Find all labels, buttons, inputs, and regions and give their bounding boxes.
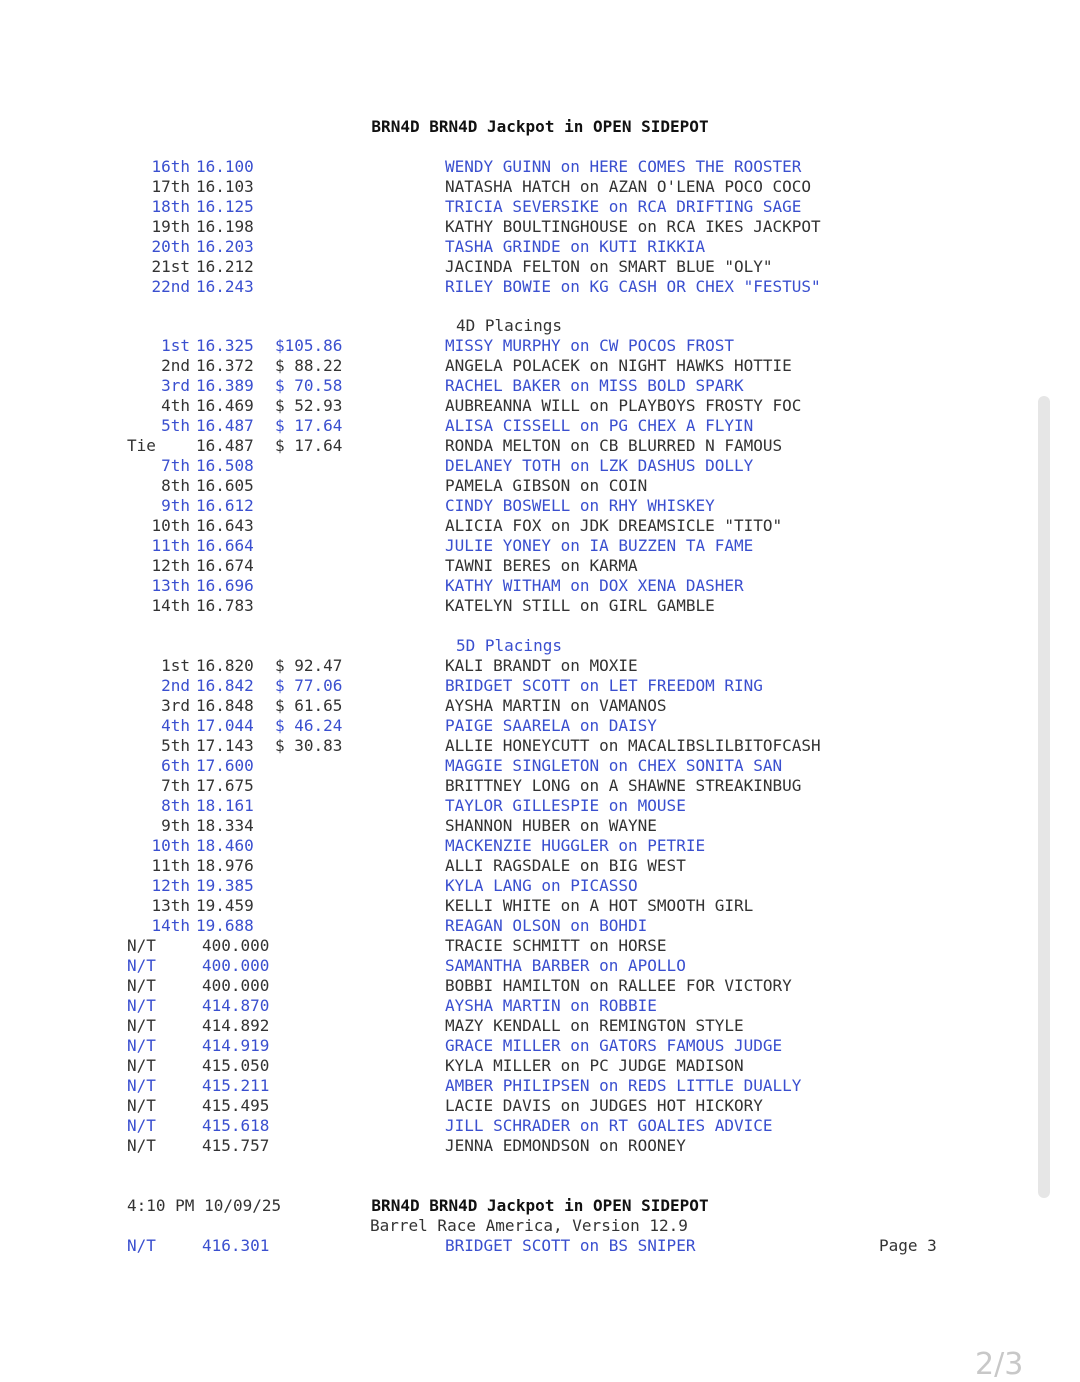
result-rider-horse: JILL SCHRADER on RT GOALIES ADVICE (445, 1116, 773, 1135)
footer-software: Barrel Race America, Version 12.9 (370, 1216, 688, 1235)
result-row (0, 696, 1080, 716)
result-row (0, 736, 1080, 756)
result-place: 17th (151, 177, 190, 196)
result-payout: $ 30.83 (275, 736, 343, 755)
result-place: 14th (151, 596, 190, 615)
result-rider-horse: AYSHA MARTIN on ROBBIE (445, 996, 657, 1015)
result-row (0, 496, 1080, 516)
result-row (0, 676, 1080, 696)
result-place: 4th (161, 396, 190, 415)
result-rider-horse: KYLA LANG on PICASSO (445, 876, 638, 895)
result-rider-horse: CINDY BOSWELL on RHY WHISKEY (445, 496, 715, 515)
result-row (0, 896, 1080, 916)
result-rider-horse: TAWNI BERES on KARMA (445, 556, 638, 575)
result-place: 9th (161, 816, 190, 835)
result-time: 16.696 (196, 576, 254, 595)
result-time: 18.334 (196, 816, 254, 835)
result-place: 19th (151, 217, 190, 236)
result-rider-horse: KELLI WHITE on A HOT SMOOTH GIRL (445, 896, 754, 915)
result-payout: $ 88.22 (275, 356, 343, 375)
result-rider-horse: BRITTNEY LONG on A SHAWNE STREAKINBUG (445, 776, 802, 795)
result-row (0, 516, 1080, 536)
result-place: 10th (151, 516, 190, 535)
result-row (0, 456, 1080, 476)
result-time: 18.460 (196, 836, 254, 855)
result-rider-horse: BRIDGET SCOTT on BS SNIPER (445, 1236, 696, 1255)
result-place: 10th (151, 836, 190, 855)
result-row (0, 1136, 1080, 1156)
result-time: 16.664 (196, 536, 254, 555)
result-time: 17.600 (196, 756, 254, 775)
result-row (0, 936, 1080, 956)
result-time: 400.000 (202, 976, 270, 995)
result-row (0, 756, 1080, 776)
result-rider-horse: BRIDGET SCOTT on LET FREEDOM RING (445, 676, 763, 695)
result-time: 18.976 (196, 856, 254, 875)
result-row (0, 1236, 1080, 1256)
result-rider-horse: JACINDA FELTON on SMART BLUE "OLY" (445, 257, 773, 276)
result-row (0, 336, 1080, 356)
result-place: 18th (151, 197, 190, 216)
result-row (0, 796, 1080, 816)
result-row (0, 237, 1080, 257)
result-rider-horse: TRICIA SEVERSIKE on RCA DRIFTING SAGE (445, 197, 802, 216)
result-row (0, 157, 1080, 177)
result-status: N/T (127, 956, 156, 975)
result-place: 6th (161, 756, 190, 775)
result-time: 16.469 (196, 396, 254, 415)
result-rider-horse: REAGAN OLSON on BOHDI (445, 916, 648, 935)
result-place: 9th (161, 496, 190, 515)
result-place: 14th (151, 916, 190, 935)
result-time: 16.508 (196, 456, 254, 475)
result-time: 16.848 (196, 696, 254, 715)
result-rider-horse: TASHA GRINDE on KUTI RIKKIA (445, 237, 706, 256)
result-status: N/T (127, 1096, 156, 1115)
result-row (0, 217, 1080, 237)
result-rider-horse: ALICIA FOX on JDK DREAMSICLE "TITO" (445, 516, 783, 535)
footer-page-number: Page 3 (879, 1236, 937, 1255)
result-time: 16.487 (196, 436, 254, 455)
result-time: 16.372 (196, 356, 254, 375)
footer-datetime: 4:10 PM 10/09/25 (127, 1196, 282, 1215)
result-rider-horse: LACIE DAVIS on JUDGES HOT HICKORY (445, 1096, 763, 1115)
result-place: 16th (151, 157, 190, 176)
result-row (0, 816, 1080, 836)
result-place: 7th (161, 776, 190, 795)
result-rider-horse: TRACIE SCHMITT on HORSE (445, 936, 667, 955)
result-time: 16.198 (196, 217, 254, 236)
result-rider-horse: PAIGE SAARELA on DAISY (445, 716, 657, 735)
result-time: 16.643 (196, 516, 254, 535)
result-rider-horse: KATHY WITHAM on DOX XENA DASHER (445, 576, 744, 595)
result-rider-horse: DELANEY TOTH on LZK DASHUS DOLLY (445, 456, 754, 475)
result-status: N/T (127, 1016, 156, 1035)
result-time: 17.675 (196, 776, 254, 795)
result-rider-horse: MISSY MURPHY on CW POCOS FROST (445, 336, 734, 355)
result-rider-horse: NATASHA HATCH on AZAN O'LENA POCO COCO (445, 177, 812, 196)
result-rider-horse: BOBBI HAMILTON on RALLEE FOR VICTORY (445, 976, 792, 995)
result-place: 5th (161, 736, 190, 755)
result-row (0, 1096, 1080, 1116)
result-time: 416.301 (202, 1236, 270, 1255)
result-payout: $ 70.58 (275, 376, 343, 395)
result-row (0, 436, 1080, 456)
result-time: 414.919 (202, 1036, 270, 1055)
result-time: 415.618 (202, 1116, 270, 1135)
result-payout: $ 17.64 (275, 436, 343, 455)
result-rider-horse: RONDA MELTON on CB BLURRED N FAMOUS (445, 436, 783, 455)
result-place: 13th (151, 576, 190, 595)
result-rider-horse: KATHY BOULTINGHOUSE on RCA IKES JACKPOT (445, 217, 821, 236)
result-row (0, 716, 1080, 736)
result-status: N/T (127, 1236, 156, 1255)
result-status: N/T (127, 1076, 156, 1095)
result-status: N/T (127, 996, 156, 1015)
result-payout: $ 17.64 (275, 416, 343, 435)
result-time: 414.892 (202, 1016, 270, 1035)
result-row (0, 656, 1080, 676)
result-place: 13th (151, 896, 190, 915)
result-time: 16.612 (196, 496, 254, 515)
result-row (0, 396, 1080, 416)
result-rider-horse: KYLA MILLER on PC JUDGE MADISON (445, 1056, 744, 1075)
result-time: 16.389 (196, 376, 254, 395)
result-time: 17.044 (196, 716, 254, 735)
result-row (0, 856, 1080, 876)
result-rider-horse: MAZY KENDALL on REMINGTON STYLE (445, 1016, 744, 1035)
result-rider-horse: JULIE YONEY on IA BUZZEN TA FAME (445, 536, 754, 555)
result-time: 415.050 (202, 1056, 270, 1075)
result-row (0, 876, 1080, 896)
result-payout: $105.86 (275, 336, 343, 355)
result-payout: $ 46.24 (275, 716, 343, 735)
result-rider-horse: ALISA CISSELL on PG CHEX A FLYIN (445, 416, 754, 435)
result-status: N/T (127, 1116, 156, 1135)
result-status: N/T (127, 1056, 156, 1075)
result-row (0, 356, 1080, 376)
result-row (0, 376, 1080, 396)
result-time: 415.757 (202, 1136, 270, 1155)
result-row (0, 956, 1080, 976)
result-place: 22nd (151, 277, 190, 296)
result-time: 415.495 (202, 1096, 270, 1115)
result-time: 18.161 (196, 796, 254, 815)
result-time: 19.688 (196, 916, 254, 935)
result-time: 16.820 (196, 656, 254, 675)
result-rider-horse: MACKENZIE HUGGLER on PETRIE (445, 836, 706, 855)
section-5d-title: 5D Placings (456, 636, 562, 655)
result-row (0, 576, 1080, 596)
section-4d-title: 4D Placings (456, 316, 562, 335)
result-rider-horse: ALLIE HONEYCUTT on MACALIBSLILBITOFCASH (445, 736, 821, 755)
result-time: 16.100 (196, 157, 254, 176)
result-payout: $ 52.93 (275, 396, 343, 415)
result-rider-horse: TAYLOR GILLESPIE on MOUSE (445, 796, 686, 815)
result-place: 1st (161, 656, 190, 675)
result-time: 16.487 (196, 416, 254, 435)
result-place: 11th (151, 856, 190, 875)
result-row (0, 277, 1080, 297)
result-row (0, 976, 1080, 996)
result-rider-horse: KATELYN STILL on GIRL GAMBLE (445, 596, 715, 615)
result-rider-horse: AYSHA MARTIN on VAMANOS (445, 696, 667, 715)
page-header-title-2: BRN4D BRN4D Jackpot in OPEN SIDEPOT (371, 1196, 709, 1215)
result-place: 21st (151, 257, 190, 276)
result-time: 16.212 (196, 257, 254, 276)
result-status: N/T (127, 1136, 156, 1155)
result-row (0, 776, 1080, 796)
result-rider-horse: RILEY BOWIE on KG CASH OR CHEX "FESTUS" (445, 277, 821, 296)
result-time: 16.125 (196, 197, 254, 216)
result-status: N/T (127, 1036, 156, 1055)
page-header-title: BRN4D BRN4D Jackpot in OPEN SIDEPOT (371, 117, 709, 136)
result-place: 5th (161, 416, 190, 435)
result-time: 16.325 (196, 336, 254, 355)
result-place: 8th (161, 796, 190, 815)
result-row (0, 996, 1080, 1016)
result-status: Tie (127, 436, 156, 455)
result-time: 16.103 (196, 177, 254, 196)
result-payout: $ 77.06 (275, 676, 343, 695)
result-rider-horse: ANGELA POLACEK on NIGHT HAWKS HOTTIE (445, 356, 792, 375)
result-rider-horse: AMBER PHILIPSEN on REDS LITTLE DUALLY (445, 1076, 802, 1095)
result-payout: $ 61.65 (275, 696, 343, 715)
result-rider-horse: MAGGIE SINGLETON on CHEX SONITA SAN (445, 756, 783, 775)
result-place: 2nd (161, 356, 190, 375)
result-row (0, 1116, 1080, 1136)
result-time: 16.842 (196, 676, 254, 695)
result-rider-horse: ALLI RAGSDALE on BIG WEST (445, 856, 686, 875)
result-place: 4th (161, 716, 190, 735)
result-time: 16.783 (196, 596, 254, 615)
result-status: N/T (127, 976, 156, 995)
result-row (0, 416, 1080, 436)
result-row (0, 536, 1080, 556)
result-place: 7th (161, 456, 190, 475)
result-row (0, 556, 1080, 576)
result-rider-horse: JENNA EDMONDSON on ROONEY (445, 1136, 686, 1155)
result-rider-horse: WENDY GUINN on HERE COMES THE ROOSTER (445, 157, 802, 176)
result-row (0, 596, 1080, 616)
result-time: 16.674 (196, 556, 254, 575)
result-row (0, 1076, 1080, 1096)
result-rider-horse: AUBREANNA WILL on PLAYBOYS FROSTY FOC (445, 396, 802, 415)
result-time: 19.385 (196, 876, 254, 895)
result-place: 3rd (161, 696, 190, 715)
result-place: 1st (161, 336, 190, 355)
result-row (0, 257, 1080, 277)
result-rider-horse: SHANNON HUBER on WAYNE (445, 816, 657, 835)
result-row (0, 916, 1080, 936)
result-rider-horse: PAMELA GIBSON on COIN (445, 476, 648, 495)
result-row (0, 1016, 1080, 1036)
result-place: 20th (151, 237, 190, 256)
result-row (0, 1036, 1080, 1056)
result-place: 8th (161, 476, 190, 495)
result-rider-horse: KALI BRANDT on MOXIE (445, 656, 638, 675)
result-place: 3rd (161, 376, 190, 395)
result-time: 414.870 (202, 996, 270, 1015)
result-time: 16.203 (196, 237, 254, 256)
result-time: 16.243 (196, 277, 254, 296)
result-place: 2nd (161, 676, 190, 695)
result-place: 12th (151, 556, 190, 575)
result-time: 400.000 (202, 956, 270, 975)
result-row (0, 197, 1080, 217)
result-time: 415.211 (202, 1076, 270, 1095)
result-rider-horse: GRACE MILLER on GATORS FAMOUS JUDGE (445, 1036, 783, 1055)
result-time: 16.605 (196, 476, 254, 495)
result-row (0, 1056, 1080, 1076)
result-time: 17.143 (196, 736, 254, 755)
vertical-scrollbar[interactable] (1038, 396, 1050, 1198)
result-row (0, 177, 1080, 197)
result-row (0, 836, 1080, 856)
result-status: N/T (127, 936, 156, 955)
result-place: 12th (151, 876, 190, 895)
page-indicator: 2/3 (975, 1347, 1024, 1382)
result-time: 400.000 (202, 936, 270, 955)
result-rider-horse: SAMANTHA BARBER on APOLLO (445, 956, 686, 975)
result-place: 11th (151, 536, 190, 555)
result-payout: $ 92.47 (275, 656, 343, 675)
result-time: 19.459 (196, 896, 254, 915)
result-row (0, 476, 1080, 496)
result-rider-horse: RACHEL BAKER on MISS BOLD SPARK (445, 376, 744, 395)
